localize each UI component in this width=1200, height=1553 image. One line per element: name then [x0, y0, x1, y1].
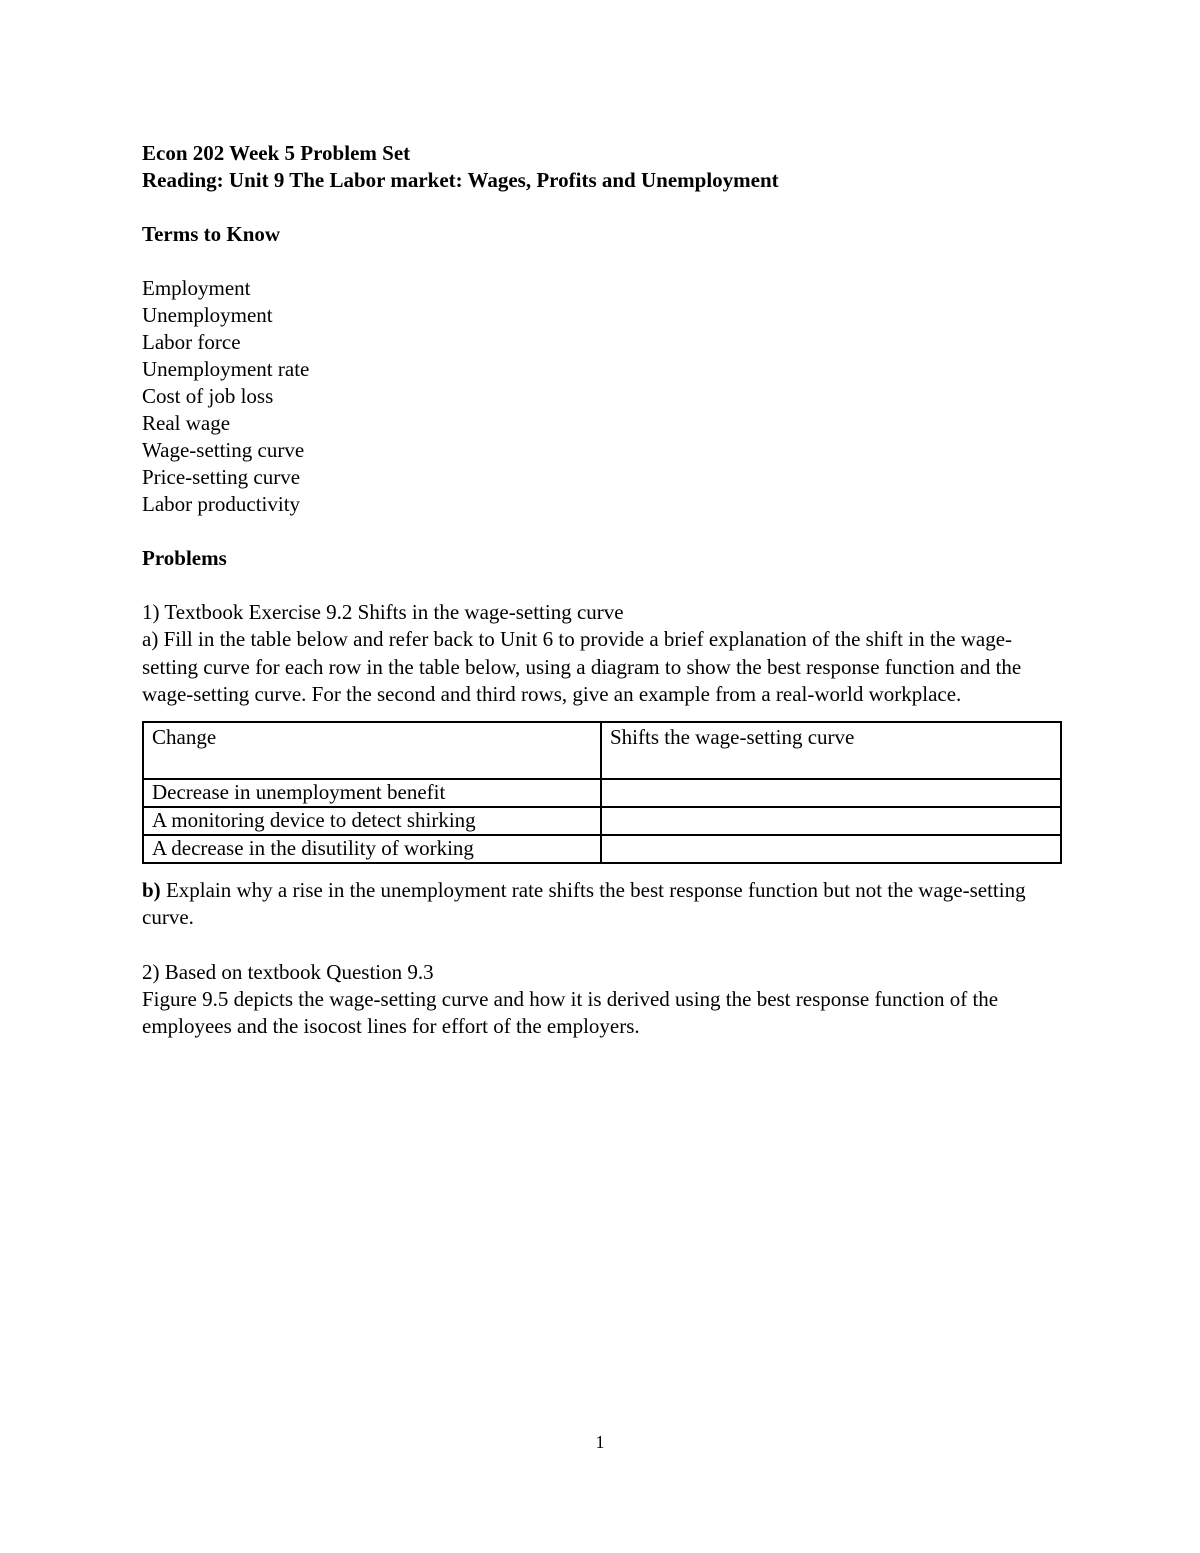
table-row — [143, 779, 1061, 807]
term-item: Cost of job loss — [142, 384, 274, 408]
term-item: Labor productivity — [142, 492, 301, 516]
table-cell-change: A decrease in the disutility of working — [143, 835, 601, 863]
spacer — [142, 518, 1062, 545]
problem-1-title: 1) Textbook Exercise 9.2 Shifts in the wage-setting curve — [142, 600, 624, 624]
spacer — [142, 248, 1062, 275]
reading-assignment: Reading: Unit 9 The Labor market: Wages, Profits and Unemployment — [142, 168, 779, 192]
problem-1-part-a: a) Fill in the table below and refer back to Unit 6 to provide a brief explanation of the shift in the wage-setting curve for each row in the table below, using a diagram to show the best response function and the wage-setting curve. For the second and third rows, give an example from a real-world workplace. — [142, 627, 1022, 706]
page-number: 1 — [595, 1432, 605, 1452]
table-row — [143, 807, 1061, 835]
shifts-table — [142, 721, 1062, 864]
terms-list — [142, 275, 1062, 518]
terms-heading: Terms to Know — [142, 222, 281, 246]
part-b-text: Explain why a rise in the unemployment rate shifts the best response function but not the wage-setting curve. — [142, 877, 1026, 929]
document-title: Econ 202 Week 5 Problem Set — [142, 141, 411, 165]
term-item: Price-setting curve — [142, 465, 301, 489]
table-cell-change: Decrease in unemployment benefit — [143, 779, 601, 807]
table-cell-change: A monitoring device to detect shirking — [143, 807, 601, 835]
term-item: Real wage — [142, 411, 231, 435]
table-cell-answer[interactable] — [601, 807, 1061, 835]
table-cell-answer[interactable] — [601, 779, 1061, 807]
problem-2-title: 2) Based on textbook Question 9.3 — [142, 959, 434, 984]
table-cell-answer[interactable] — [601, 835, 1061, 863]
spacer — [142, 932, 1062, 959]
term-item: Wage-setting curve — [142, 438, 305, 462]
term-item: Unemployment — [142, 303, 273, 327]
term-item: Employment — [142, 276, 251, 300]
table-header-shift: Shifts the wage-setting curve — [601, 722, 1061, 779]
document-page — [142, 140, 1062, 1041]
problem-2-text: Figure 9.5 depicts the wage-setting curve and how it is derived using the best response function of the employees and the isocost lines for effort of the employers. — [142, 986, 999, 1038]
table-row — [143, 835, 1061, 863]
part-b-label: b) — [142, 877, 161, 902]
term-item: Labor force — [142, 330, 241, 354]
table-header-change: Change — [143, 722, 601, 779]
problems-heading: Problems — [142, 546, 227, 570]
term-item: Unemployment rate — [142, 357, 310, 381]
spacer — [142, 572, 1062, 599]
table-header-row — [143, 722, 1061, 779]
problem-1-part-b — [142, 877, 1062, 932]
spacer — [142, 194, 1062, 221]
